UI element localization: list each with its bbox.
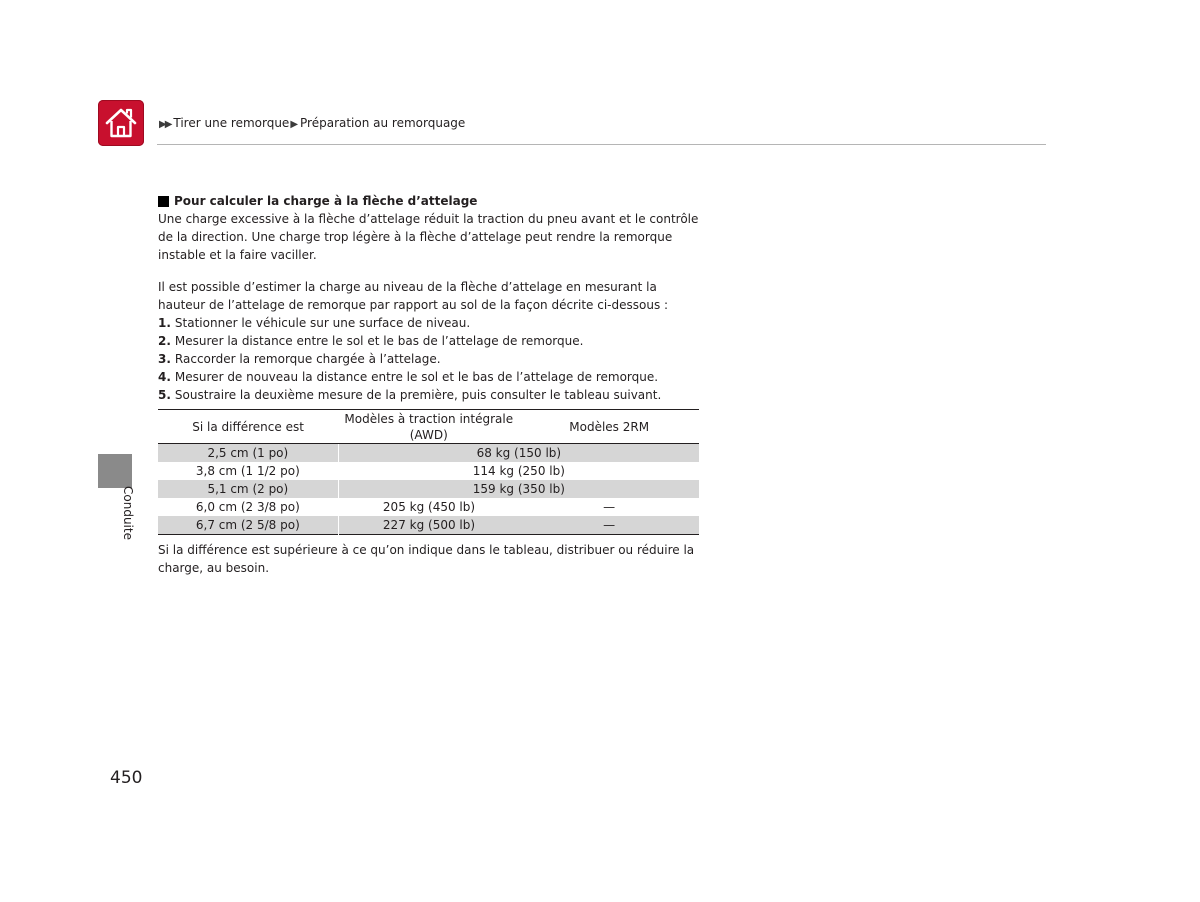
section-heading [158,192,703,210]
column-header-awd: Modèles à traction intégrale (AWD) [338,410,519,444]
step-text: Mesurer la distance entre le sol et le bas de l’attelage de remorque. [174,334,584,348]
breadcrumb-separator-icon: ▶ [290,119,299,130]
list-item [158,332,703,350]
column-header-2rm: Modèles 2RM [519,410,699,444]
breadcrumb-link-preparation[interactable]: Préparation au remorquage [300,116,466,130]
intro-paragraph: Une charge excessive à la flèche d’attelage réduit la traction du pneu avant et le contrôle de la direction. Une charge trop légère à la flèche d’attelage peut rendre la remorque instable et la faire vaciller. [158,212,699,262]
cell-load-2rm: — [519,516,699,535]
breadcrumb-arrow-icon: ▶▶ [159,119,171,130]
list-item [158,368,703,386]
main-content [158,192,703,577]
table-row [158,480,699,498]
cell-difference: 2,5 cm (1 po) [158,444,338,463]
step-text: Soustraire la deuxième mesure de la première, puis consulter le tableau suivant. [174,388,662,402]
estimate-paragraph: Il est possible d’estimer la charge au niveau de la flèche d’attelage en mesurant la hauteur de l’attelage de remorque par rapport au sol de la façon décrite ci-dessous : [158,280,669,312]
step-number: 2. [158,334,171,348]
page-number: 450 [110,768,143,788]
chapter-tab-marker[interactable] [98,454,132,488]
table-row [158,498,699,516]
footer-note: Si la différence est supérieure à ce qu’on indique dans le tableau, distribuer ou réduire la charge, au besoin. [158,543,695,575]
cell-load-all-models: 159 kg (350 lb) [338,480,699,498]
column-header-difference: Si la différence est [158,410,338,444]
square-bullet-icon [158,196,169,207]
cell-difference: 6,0 cm (2 3/8 po) [158,498,338,516]
step-number: 3. [158,352,171,366]
header-divider [157,144,1046,145]
step-text: Stationner le véhicule sur une surface de niveau. [174,316,471,330]
list-item [158,350,703,368]
tongue-load-table [158,409,699,535]
breadcrumb [159,116,465,130]
cell-load-awd: 205 kg (450 lb) [382,500,476,514]
cell-load-awd: 227 kg (500 lb) [338,516,519,535]
list-item [158,386,703,404]
table-row [158,444,699,463]
table-header-row [158,410,699,444]
step-number: 1. [158,316,171,330]
cell-difference: 3,8 cm (1 1/2 po) [158,462,338,480]
step-text: Mesurer de nouveau la distance entre le sol et le bas de l’attelage de remorque. [174,370,659,384]
cell-difference: 5,1 cm (2 po) [158,480,338,498]
home-button[interactable] [98,100,144,146]
chapter-tab-label[interactable]: Conduite [121,486,135,540]
home-icon [103,105,139,141]
table-row [158,516,699,535]
table-row [158,462,699,480]
step-number: 5. [158,388,171,402]
steps-list [158,314,703,404]
cell-load-all-models: 114 kg (250 lb) [472,464,565,478]
section-title: Pour calculer la charge à la flèche d’attelage [174,194,478,208]
step-number: 4. [158,370,171,384]
cell-load-2rm: — [603,500,616,514]
list-item [158,314,703,332]
breadcrumb-link-tirer-remorque[interactable]: Tirer une remorque [173,116,290,130]
cell-difference: 6,7 cm (2 5/8 po) [158,516,338,535]
step-text: Raccorder la remorque chargée à l’attelage. [174,352,441,366]
cell-load-all-models: 68 kg (150 lb) [338,444,699,463]
